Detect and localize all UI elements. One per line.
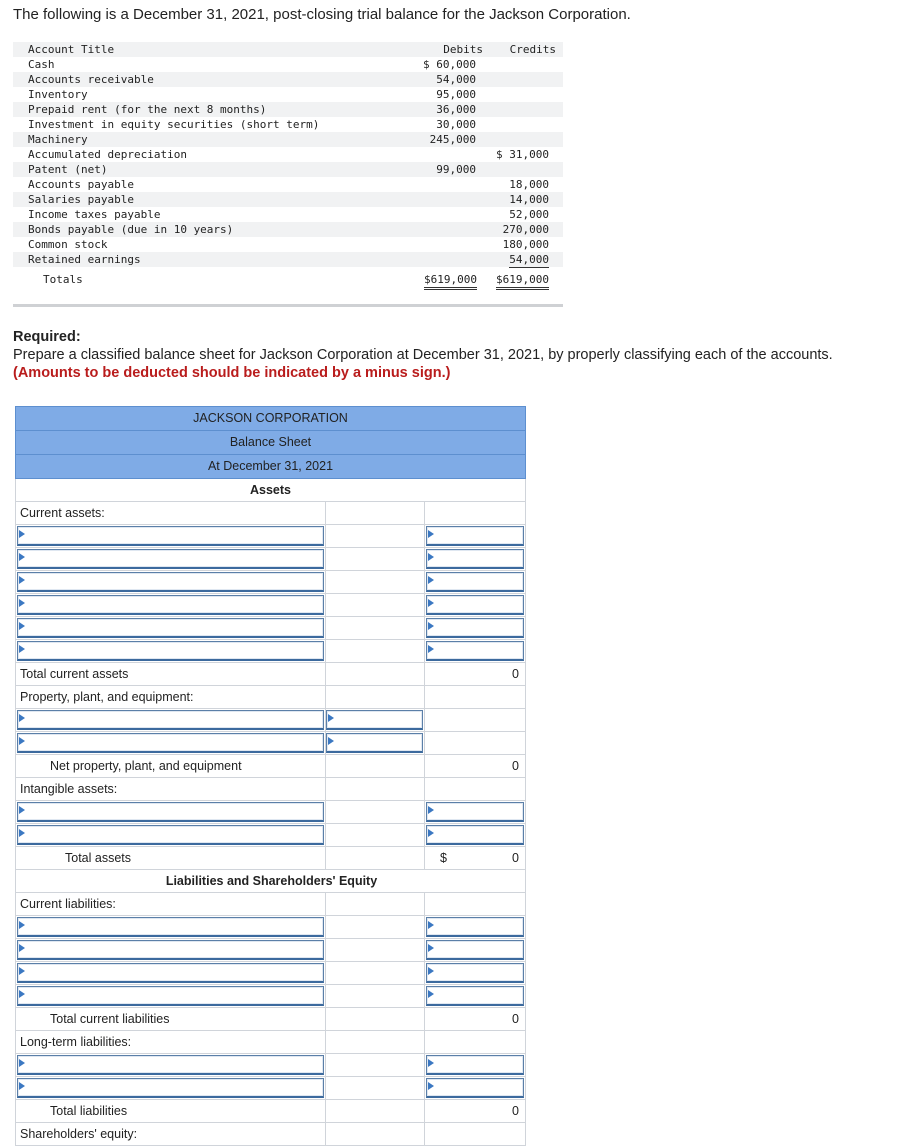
intangible-label: Intangible assets:: [20, 782, 118, 796]
intangible-row-2: [15, 824, 526, 847]
dropdown-arrow-icon: [19, 944, 25, 952]
debit-amount: 99,000: [436, 163, 476, 176]
table-row: [13, 237, 563, 252]
total-current-assets-row: [15, 663, 526, 686]
header-debits: Debits: [443, 43, 483, 56]
credit-amount: 180,000: [502, 238, 549, 251]
current-asset-row-5: [15, 617, 526, 640]
dropdown-arrow-icon: [19, 622, 25, 630]
account-select[interactable]: [17, 572, 324, 592]
account-select[interactable]: [17, 1078, 324, 1098]
net-ppe-label: Net property, plant, and equipment: [50, 759, 242, 773]
amount-input[interactable]: [426, 802, 524, 822]
table-row: [13, 72, 563, 87]
long-term-liability-row-2: [15, 1077, 526, 1100]
account-title: Machinery: [28, 133, 88, 146]
trial-balance-table: [13, 42, 563, 307]
total-liabilities-row: [15, 1100, 526, 1123]
dropdown-arrow-icon: [19, 530, 25, 538]
account-select[interactable]: [17, 595, 324, 615]
dropdown-arrow-icon: [19, 990, 25, 998]
dropdown-arrow-icon: [428, 645, 434, 653]
long-term-liabilities-heading-row: [15, 1031, 526, 1054]
dropdown-arrow-icon: [428, 576, 434, 584]
intangible-row-1: [15, 801, 526, 824]
trial-balance-header: [13, 42, 563, 57]
dropdown-arrow-icon: [428, 599, 434, 607]
total-liabilities-label: Total liabilities: [50, 1104, 128, 1118]
credit-amount: 18,000: [509, 178, 549, 191]
current-asset-row-3: [15, 571, 526, 594]
amount-input[interactable]: [426, 549, 524, 569]
intangible-heading-row: [15, 778, 526, 801]
table-row: [13, 132, 563, 147]
account-title: Investment in equity securities (short term): [28, 118, 320, 131]
amount-input[interactable]: [426, 963, 524, 983]
total-assets-dollar: $: [440, 851, 447, 865]
account-title: Accounts receivable: [28, 73, 154, 86]
dropdown-arrow-icon: [428, 921, 434, 929]
amount-input[interactable]: [426, 618, 524, 638]
total-current-liabilities-row: [15, 1008, 526, 1031]
total-current-liabilities-value: 0: [512, 1012, 519, 1026]
current-asset-row-6: [15, 640, 526, 663]
amount-input[interactable]: [426, 572, 524, 592]
account-title: Common stock: [28, 238, 108, 251]
total-current-assets-label: Total current assets: [20, 667, 129, 681]
table-row: [13, 87, 563, 102]
debit-amount: 36,000: [436, 103, 476, 116]
dropdown-arrow-icon: [19, 576, 25, 584]
liabilities-header-row: [15, 870, 526, 893]
account-title: Inventory: [28, 88, 88, 101]
account-select[interactable]: [17, 1055, 324, 1075]
amount-input[interactable]: [426, 825, 524, 845]
required-label: Required:: [13, 329, 81, 345]
dropdown-arrow-icon: [428, 530, 434, 538]
current-liabilities-label: Current liabilities:: [20, 897, 116, 911]
amount-input[interactable]: [426, 917, 524, 937]
current-assets-label: Current assets:: [20, 506, 105, 520]
shareholders-equity-heading-row: [15, 1123, 526, 1146]
ppe-label: Property, plant, and equipment:: [20, 690, 194, 704]
dropdown-arrow-icon: [328, 737, 334, 745]
dropdown-arrow-icon: [19, 967, 25, 975]
credit-amount: 54,000: [509, 253, 549, 266]
dropdown-arrow-icon: [428, 990, 434, 998]
account-title: Bonds payable (due in 10 years): [28, 223, 234, 236]
debit-amount: 54,000: [436, 73, 476, 86]
amount-input[interactable]: [426, 595, 524, 615]
account-select[interactable]: [17, 549, 324, 569]
header-account: Account Title: [28, 43, 115, 56]
table-row: [13, 252, 563, 267]
long-term-liabilities-label: Long-term liabilities:: [20, 1035, 132, 1049]
dropdown-arrow-icon: [428, 829, 434, 837]
dropdown-arrow-icon: [328, 714, 334, 722]
totals-row: [13, 272, 563, 287]
total-credit: $619,000: [496, 272, 549, 290]
dropdown-arrow-icon: [19, 714, 25, 722]
current-assets-heading-row: [15, 502, 526, 525]
total-assets-value: 0: [512, 851, 519, 865]
credit-amount: 52,000: [509, 208, 549, 221]
required-section: [13, 328, 833, 382]
amount-input[interactable]: [426, 641, 524, 661]
credit-amount: 270,000: [502, 223, 549, 236]
assets-header: Assets: [15, 479, 526, 502]
total-debit: $619,000: [424, 272, 477, 290]
account-select[interactable]: [17, 825, 324, 845]
amount-input[interactable]: [426, 1055, 524, 1075]
dropdown-arrow-icon: [19, 1082, 25, 1090]
credit-amount: 14,000: [509, 193, 549, 206]
dropdown-arrow-icon: [428, 944, 434, 952]
table-row: [13, 147, 563, 162]
dropdown-arrow-icon: [19, 599, 25, 607]
debit-amount: $ 60,000: [423, 58, 476, 71]
dropdown-arrow-icon: [428, 553, 434, 561]
current-liabilities-heading-row: [15, 893, 526, 916]
account-title: Accounts payable: [28, 178, 134, 191]
account-title: Cash: [28, 58, 55, 71]
dropdown-arrow-icon: [19, 553, 25, 561]
current-liability-row-2: [15, 939, 526, 962]
amount-input[interactable]: [426, 940, 524, 960]
balance-sheet-form: [15, 406, 526, 1146]
amount-input[interactable]: [326, 710, 423, 730]
intro-text: The following is a December 31, 2021, post-closing trial balance for the Jackson Corporation.: [13, 6, 631, 23]
liabilities-equity-header: Liabilities and Shareholders' Equity: [165, 874, 378, 888]
ppe-heading-row: [15, 686, 526, 709]
account-select[interactable]: [17, 618, 324, 638]
current-asset-row-4: [15, 594, 526, 617]
account-title: Prepaid rent (for the next 8 months): [28, 103, 267, 116]
total-liabilities-value: 0: [512, 1104, 519, 1118]
totals-label: Totals: [43, 273, 83, 286]
statement-date: At December 31, 2021: [15, 455, 526, 479]
table-row: [13, 222, 563, 237]
dropdown-arrow-icon: [428, 622, 434, 630]
table-row: [13, 117, 563, 132]
table-row: [13, 177, 563, 192]
account-select[interactable]: [17, 963, 324, 983]
long-term-liability-row-1: [15, 1054, 526, 1077]
current-liability-row-3: [15, 962, 526, 985]
dropdown-arrow-icon: [19, 921, 25, 929]
net-ppe-row: [15, 755, 526, 778]
table-row: [13, 207, 563, 222]
account-title: Income taxes payable: [28, 208, 161, 221]
account-select[interactable]: [17, 526, 324, 546]
account-title: Patent (net): [28, 163, 108, 176]
current-asset-row-1: [15, 525, 526, 548]
credit-amount: $ 31,000: [496, 148, 549, 161]
shareholders-equity-label: Shareholders' equity:: [20, 1127, 138, 1141]
amount-input[interactable]: [326, 733, 423, 753]
current-liability-row-4: [15, 985, 526, 1008]
total-assets-row: [15, 847, 526, 870]
debit-amount: 245,000: [429, 133, 476, 146]
amount-input[interactable]: [426, 526, 524, 546]
total-current-liabilities-label: Total current liabilities: [50, 1012, 170, 1026]
table-row: [13, 102, 563, 117]
company-name: JACKSON CORPORATION: [15, 406, 526, 431]
statement-title: Balance Sheet: [15, 431, 526, 455]
dropdown-arrow-icon: [428, 967, 434, 975]
debit-amount: 95,000: [436, 88, 476, 101]
header-credits: Credits: [509, 43, 556, 56]
account-select[interactable]: [17, 802, 324, 822]
current-asset-row-2: [15, 548, 526, 571]
account-select[interactable]: [17, 733, 324, 753]
current-liability-row-1: [15, 916, 526, 939]
dropdown-arrow-icon: [19, 1059, 25, 1067]
dropdown-arrow-icon: [19, 737, 25, 745]
dropdown-arrow-icon: [19, 829, 25, 837]
account-select[interactable]: [17, 917, 324, 937]
minus-sign-note: (Amounts to be deducted should be indicated by a minus sign.): [13, 365, 451, 381]
account-select[interactable]: [17, 940, 324, 960]
account-select[interactable]: [17, 986, 324, 1006]
ppe-row-2: [15, 732, 526, 755]
dropdown-arrow-icon: [428, 1059, 434, 1067]
amount-input[interactable]: [426, 986, 524, 1006]
table-row: [13, 162, 563, 177]
total-current-assets-value: 0: [512, 667, 519, 681]
net-ppe-value: 0: [512, 759, 519, 773]
amount-input[interactable]: [426, 1078, 524, 1098]
debit-amount: 30,000: [436, 118, 476, 131]
account-title: Accumulated depreciation: [28, 148, 187, 161]
account-title: Retained earnings: [28, 253, 141, 266]
dropdown-arrow-icon: [19, 645, 25, 653]
ppe-row-1: [15, 709, 526, 732]
required-text: Prepare a classified balance sheet for Jackson Corporation at December 31, 2021, by properly classifying each of the accounts.: [13, 347, 833, 363]
dropdown-arrow-icon: [428, 1082, 434, 1090]
account-select[interactable]: [17, 710, 324, 730]
table-row: [13, 192, 563, 207]
dropdown-arrow-icon: [19, 806, 25, 814]
account-title: Salaries payable: [28, 193, 134, 206]
table-row: [13, 57, 563, 72]
account-select[interactable]: [17, 641, 324, 661]
dropdown-arrow-icon: [428, 806, 434, 814]
total-assets-label: Total assets: [65, 851, 132, 865]
